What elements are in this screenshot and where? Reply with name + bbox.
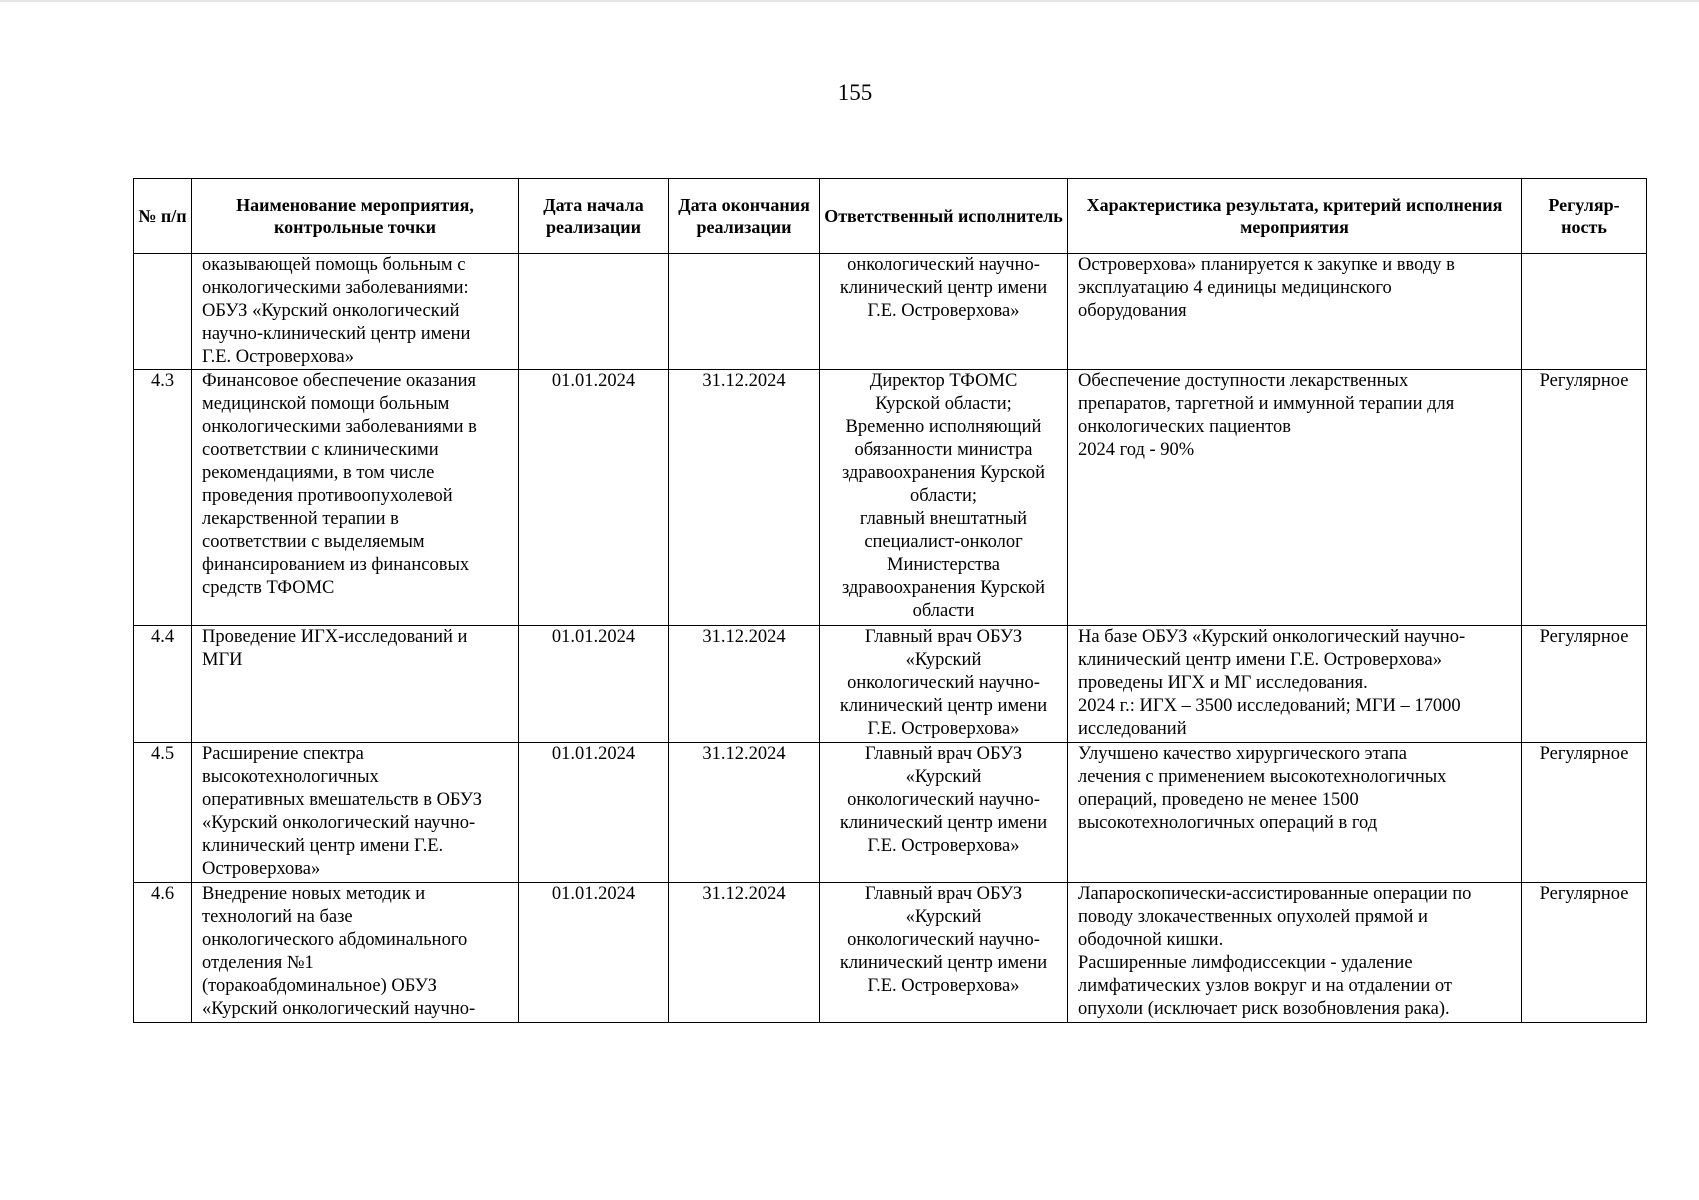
responsible-line: клинический центр имени — [839, 813, 1048, 833]
table-row — [134, 254, 1647, 370]
responsible-line: Г.Е. Островерхова» — [867, 301, 1020, 321]
table-header-row — [134, 179, 1647, 254]
row-number: 4.3 — [134, 370, 192, 626]
result-description-line: Обеспечение доступности лекарственных — [1078, 371, 1409, 391]
result-description-line: опухоли (исключает риск возобновления рака). — [1078, 999, 1450, 1019]
responsible-line: Г.Е. Островерхова» — [867, 719, 1020, 739]
responsible-line: специалист-онколог — [864, 532, 1023, 552]
measure-name-line: соответствии с выделяемым — [202, 532, 425, 552]
header-end-date: Дата окончания реализации — [669, 179, 820, 254]
measures-table — [133, 178, 1647, 1023]
measure-name-line: рекомендациями, в том числе — [202, 463, 435, 483]
result-description-line: проведены ИГХ и МГ исследования. — [1078, 673, 1368, 693]
measure-name-line: средств ТФОМС — [202, 578, 335, 598]
result-description-line: эксплуатацию 4 единицы медицинского — [1078, 278, 1392, 298]
result-description — [1068, 254, 1522, 370]
header-name: Наименование мероприятия, контрольные точки — [192, 179, 519, 254]
measure-name-line: онкологического абдоминального — [202, 930, 468, 950]
row-number: 4.5 — [134, 743, 192, 883]
responsible-line: «Курский — [905, 767, 982, 787]
row-number: 4.4 — [134, 626, 192, 743]
responsible — [820, 254, 1068, 370]
measure-name-line: технологий на базе — [202, 907, 353, 927]
measure-name-line: МГИ — [202, 650, 243, 670]
start-date: 01.01.2024 — [519, 370, 669, 626]
responsible-line: клинический центр имени — [839, 953, 1048, 973]
measure-name — [192, 254, 519, 370]
header-start-date: Дата начала реализации — [519, 179, 669, 254]
measure-name-line: клинический центр имени Г.Е. — [202, 836, 444, 856]
responsible-line: Директор ТФОМС — [869, 371, 1018, 391]
responsible-line: обязанности министра — [854, 440, 1033, 460]
regularity: Регулярное — [1522, 883, 1647, 1023]
measure-name-line: высокотехнологичных — [202, 767, 379, 787]
table-row — [134, 370, 1647, 626]
measure-name-line: финансированием из финансовых — [202, 555, 470, 575]
header-responsible: Ответственный исполнитель — [820, 179, 1068, 254]
row-number: 4.6 — [134, 883, 192, 1023]
result-description-line: оборудования — [1078, 301, 1187, 321]
measure-name-line: лекарственной терапии в — [202, 509, 399, 529]
result-description-line: Лапароскопически-ассистированные операции по — [1078, 884, 1472, 904]
responsible — [820, 743, 1068, 883]
measure-name-line: Г.Е. Островерхова» — [202, 347, 355, 367]
responsible-line: клинический центр имени — [839, 278, 1048, 298]
result-description-line: поводу злокачественных опухолей прямой и — [1078, 907, 1428, 927]
result-description — [1068, 626, 1522, 743]
measure-name-line: Островерхова» — [202, 859, 321, 879]
responsible-line: Министерства — [887, 555, 1000, 575]
responsible-line: области — [912, 601, 975, 621]
responsible-line: Г.Е. Островерхова» — [867, 836, 1020, 856]
measure-name-line: соответствии с клиническими — [202, 440, 439, 460]
responsible-line: онкологический научно- — [847, 930, 1040, 950]
result-description-line: ободочной кишки. — [1078, 930, 1224, 950]
measure-name-line: Внедрение новых методик и — [202, 884, 426, 904]
end-date: 31.12.2024 — [669, 626, 820, 743]
end-date — [669, 254, 820, 370]
measure-name — [192, 883, 519, 1023]
responsible-line: здравоохранения Курской — [841, 463, 1046, 483]
measure-name — [192, 626, 519, 743]
measure-name-line: медицинской помощи больным — [202, 394, 450, 414]
regularity — [1522, 254, 1647, 370]
regularity: Регулярное — [1522, 370, 1647, 626]
start-date: 01.01.2024 — [519, 626, 669, 743]
measure-name-line: оказывающей помощь больным с — [202, 255, 466, 275]
regularity: Регулярное — [1522, 626, 1647, 743]
result-description-line: высокотехнологичных операций в год — [1078, 813, 1378, 833]
end-date: 31.12.2024 — [669, 370, 820, 626]
responsible-line: Временно исполняющий — [845, 417, 1042, 437]
responsible-line: здравоохранения Курской — [841, 578, 1046, 598]
result-description-line: 2024 г.: ИГХ – 3500 исследований; МГИ – 17000 — [1078, 696, 1461, 716]
header-result: Характеристика результата, критерий исполнения мероприятия — [1068, 179, 1522, 254]
result-description-line: На базе ОБУЗ «Курский онкологический научно- — [1078, 627, 1466, 647]
responsible-line: Курской области; — [875, 394, 1012, 414]
result-description-line: Улучшено качество хирургического этапа — [1078, 744, 1407, 764]
responsible — [820, 883, 1068, 1023]
header-regularity: Регуляр-ность — [1522, 179, 1647, 254]
result-description-line: Островерхова» планируется к закупке и вводу в — [1078, 255, 1455, 275]
responsible-line: «Курский — [905, 907, 982, 927]
measure-name-line: «Курский онкологический научно- — [202, 999, 476, 1019]
responsible-line: онкологический научно- — [847, 255, 1040, 275]
end-date: 31.12.2024 — [669, 883, 820, 1023]
result-description — [1068, 883, 1522, 1023]
responsible-line: «Курский — [905, 650, 982, 670]
result-description-line: операций, проведено не менее 1500 — [1078, 790, 1359, 810]
measure-name-line: Расширение спектра — [202, 744, 364, 764]
result-description-line: лимфатических узлов вокруг и на отдалении от — [1078, 976, 1452, 996]
start-date: 01.01.2024 — [519, 883, 669, 1023]
measure-name-line: Проведение ИГХ-исследований и — [202, 627, 468, 647]
result-description-line: онкологических пациентов — [1078, 417, 1291, 437]
result-description-line: клинический центр имени Г.Е. Островерхова» — [1078, 650, 1442, 670]
measure-name-line: оперативных вмешательств в ОБУЗ — [202, 790, 483, 810]
regularity: Регулярное — [1522, 743, 1647, 883]
result-description-line: препаратов, таргетной и иммунной терапии для — [1078, 394, 1455, 414]
row-number — [134, 254, 192, 370]
end-date: 31.12.2024 — [669, 743, 820, 883]
measure-name-line: онкологическими заболеваниями в — [202, 417, 477, 437]
result-description — [1068, 743, 1522, 883]
result-description-line: исследований — [1078, 719, 1187, 739]
page-top-edge — [0, 0, 1699, 2]
table-row — [134, 883, 1647, 1023]
responsible-line: области; — [910, 486, 977, 506]
responsible — [820, 370, 1068, 626]
page-number: 155 — [837, 80, 873, 105]
measure-name-line: «Курский онкологический научно- — [202, 813, 476, 833]
responsible-line: Главный врач ОБУЗ — [864, 627, 1023, 647]
start-date — [519, 254, 669, 370]
measure-name-line: онкологическими заболеваниями: — [202, 278, 469, 298]
measure-name-line: ОБУЗ «Курский онкологический — [202, 301, 460, 321]
responsible-line: онкологический научно- — [847, 790, 1040, 810]
table-row — [134, 626, 1647, 743]
measure-name — [192, 370, 519, 626]
measure-name-line: отделения №1 — [202, 953, 314, 973]
responsible-line: Главный врач ОБУЗ — [864, 884, 1023, 904]
measure-name — [192, 743, 519, 883]
responsible-line: Главный врач ОБУЗ — [864, 744, 1023, 764]
responsible-line: главный внештатный — [859, 509, 1028, 529]
result-description — [1068, 370, 1522, 626]
measure-name-line: Финансовое обеспечение оказания — [202, 371, 477, 391]
measure-name-line: научно-клинический центр имени — [202, 324, 471, 344]
table-row — [134, 743, 1647, 883]
start-date: 01.01.2024 — [519, 743, 669, 883]
responsible-line: онкологический научно- — [847, 673, 1040, 693]
result-description-line: лечения с применением высокотехнологичных — [1078, 767, 1447, 787]
responsible — [820, 626, 1068, 743]
header-num: № п/п — [134, 179, 192, 254]
result-description-line: Расширенные лимфодиссекции - удаление — [1078, 953, 1413, 973]
measure-name-line: проведения противоопухолевой — [202, 486, 453, 506]
measure-name-line: (торакоабдоминальное) ОБУЗ — [202, 976, 437, 996]
responsible-line: Г.Е. Островерхова» — [867, 976, 1020, 996]
responsible-line: клинический центр имени — [839, 696, 1048, 716]
result-description-line: 2024 год - 90% — [1078, 440, 1195, 460]
